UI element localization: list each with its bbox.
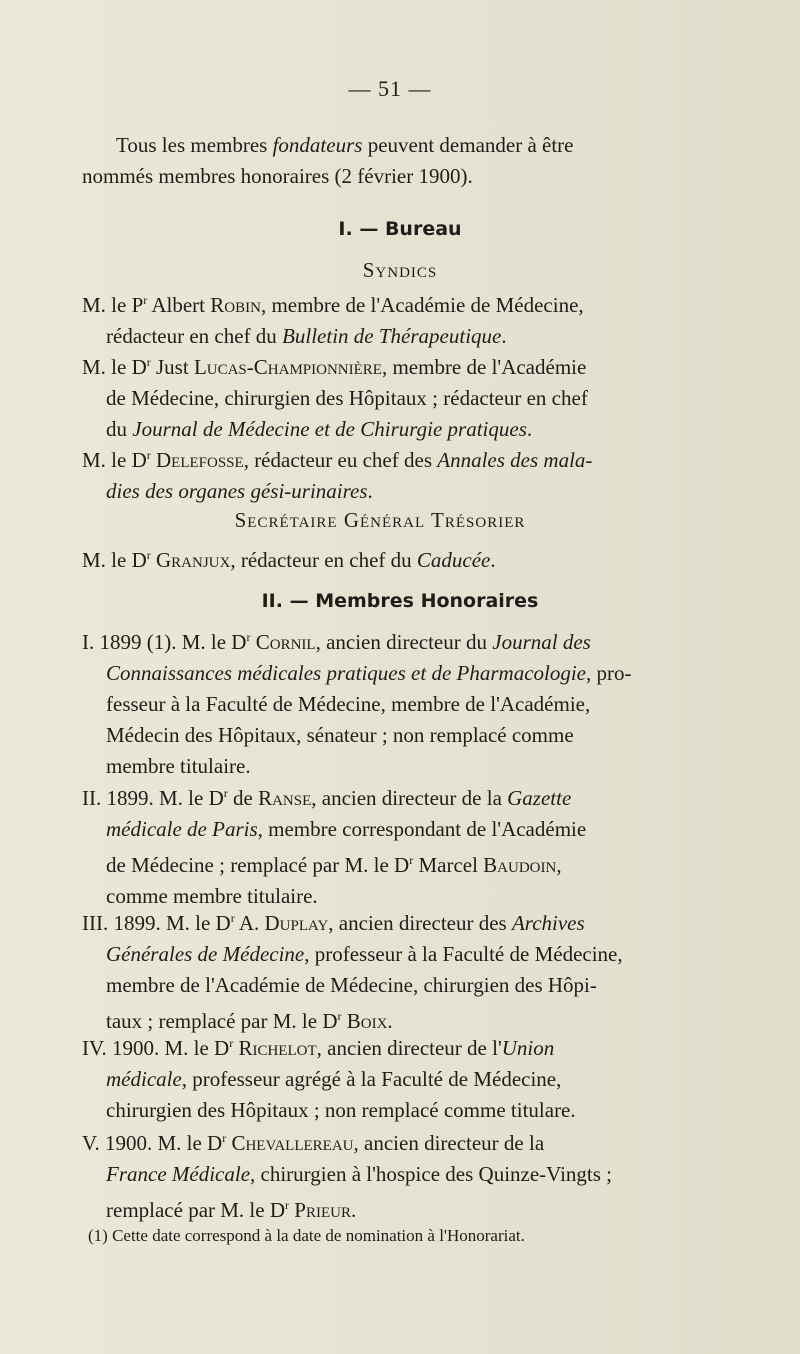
person-name: Ranse [258, 786, 312, 810]
superscript: r [337, 1009, 342, 1023]
entry-text: . [367, 479, 373, 503]
secretary-heading: Secrétaire Général Trésorier [234, 508, 526, 532]
entry-line [82, 347, 702, 383]
entry-text: membre titulaire. [106, 754, 251, 778]
publication-title: Archives [511, 911, 585, 935]
entry-text: III. 1899. M. le D [82, 911, 231, 935]
person-name: Chevallereau [231, 1131, 354, 1155]
intro-line-1 [82, 130, 694, 161]
publication-title: Caducée [416, 548, 491, 572]
publication-title: Journal des [492, 630, 591, 654]
entry-line [82, 778, 702, 814]
entry-text: II. 1899. M. le D [82, 786, 224, 810]
entry-text: , chirurgien à l'hospice des Quinze-Vingts ; [250, 1162, 612, 1186]
superscript: r [285, 1198, 290, 1212]
syndic-entry-2 [82, 347, 702, 445]
entry-text: I. 1899 (1). M. le D [82, 630, 247, 654]
intro-italic: fondateurs [272, 133, 363, 157]
person-name: Baudoin [483, 853, 557, 877]
entry-text: , ancien directeur du [315, 630, 493, 654]
entry-text: , membre correspondant de l'Académie [257, 817, 587, 841]
entry-line [82, 476, 702, 507]
entry-line [82, 845, 702, 881]
section-heading-bureau: I. — Bureau [338, 218, 462, 240]
entry-text: taux ; remplacé par M. le D [106, 1009, 338, 1033]
superscript: r [143, 293, 148, 307]
entry-text: A. [234, 911, 265, 935]
entry-text: M. le P [82, 293, 144, 317]
publication-title: France Médicale [106, 1162, 251, 1186]
superscript: r [146, 448, 151, 462]
entry-text: , rédacteur eu chef des [243, 448, 438, 472]
publication-title: médicale [106, 1067, 182, 1091]
person-name: Duplay [264, 911, 329, 935]
person-name: Richelot [238, 1036, 317, 1060]
page-number: — 51 — [348, 76, 432, 101]
entry-text: , rédacteur en chef du [230, 548, 417, 572]
person-name: Boix [346, 1009, 388, 1033]
entry-text: M. le D [82, 448, 147, 472]
entry-text: du [106, 417, 133, 441]
entry-text: chirurgien des Hôpitaux ; non remplacé comme titulare. [106, 1098, 576, 1122]
secretary-entry [82, 540, 702, 576]
intro-text: Tous les membres [116, 133, 273, 157]
entry-text: , [556, 853, 562, 877]
person-name: Delefosse [156, 448, 244, 472]
entry-line [82, 939, 702, 970]
person-name: Granjux [156, 548, 231, 572]
entry-text: . [387, 1009, 393, 1033]
entry-line [82, 440, 702, 476]
entry-text: , ancien directeur des [328, 911, 512, 935]
entry-line [82, 1064, 702, 1095]
entry-text: . [526, 417, 533, 441]
superscript: r [223, 786, 228, 800]
entry-text: remplacé par M. le D [106, 1198, 286, 1222]
syndics-heading: Syndics [362, 258, 438, 282]
entry-text: de [227, 786, 259, 810]
entry-line [82, 1095, 702, 1126]
person-name: Prieur [294, 1198, 351, 1222]
entry-line [82, 1159, 702, 1190]
entry-text: . [490, 548, 496, 572]
entry-text: de Médecine ; remplacé par M. le D [106, 853, 410, 877]
entry-line [82, 1123, 702, 1159]
entry-text: Albert [147, 293, 211, 317]
entry-line [82, 540, 702, 576]
entry-line [82, 1028, 702, 1064]
entry-line [82, 720, 702, 751]
entry-text: fesseur à la Faculté de Médecine, membre de l'Académie, [106, 692, 591, 716]
entry-text: , professeur agrégé à la Faculté de Médecine, [181, 1067, 562, 1091]
publication-title: dies des organes gési-urinaires [106, 479, 368, 503]
publication-title: Générales de Médecine [106, 942, 305, 966]
footnote: (1) Cette date correspond à la date de nomination à l'Honorariat. [88, 1226, 525, 1245]
entry-line [82, 658, 702, 689]
publication-title: Connaissances médicales pratiques et de Pharmacologie [106, 661, 587, 685]
entry-text: Marcel [413, 853, 484, 877]
superscript: r [146, 548, 151, 562]
publication-title: Annales des mala- [437, 448, 593, 472]
entry-text: , pro- [586, 661, 632, 685]
entry-line [82, 622, 702, 658]
honorary-member-entry [82, 1123, 702, 1226]
entry-text: . [350, 1198, 357, 1222]
person-name: Robin [210, 293, 261, 317]
honorary-member-entry [82, 1028, 702, 1126]
entry-text: , ancien directeur de l' [316, 1036, 502, 1060]
syndic-entry-1 [82, 285, 702, 352]
entry-text: , ancien directeur de la [311, 786, 508, 810]
entry-line [82, 285, 702, 321]
entry-text: Médecin des Hôpitaux, sénateur ; non remplacé comme [106, 723, 574, 747]
superscript: r [409, 853, 414, 867]
entry-text: rédacteur en chef du [106, 324, 283, 348]
entry-text: , membre de l'Académie [381, 355, 587, 379]
entry-line [82, 814, 702, 845]
intro-paragraph [82, 130, 694, 192]
entry-text: membre de l'Académie de Médecine, chirurgien des Hôpi- [106, 973, 597, 997]
entry-text: V. 1900. M. le D [82, 1131, 223, 1155]
entry-text: , membre de l'Académie de Médecine, [260, 293, 584, 317]
entry-line [82, 970, 702, 1001]
person-name: Lucas-Championnière [193, 355, 382, 379]
syndic-entry-3 [82, 440, 702, 507]
honorary-member-entry [82, 778, 702, 912]
publication-title: Bulletin de Thérapeutique [282, 324, 502, 348]
superscript: r [229, 1036, 234, 1050]
superscript: r [222, 1131, 227, 1145]
superscript: r [246, 630, 251, 644]
intro-text: peuvent demander à être [362, 133, 574, 157]
person-name: Cornil [255, 630, 316, 654]
entry-text: M. le D [82, 548, 147, 572]
publication-title: Gazette [507, 786, 572, 810]
entry-line [82, 903, 702, 939]
entry-text: Just [150, 355, 194, 379]
entry-text: M. le D [82, 355, 147, 379]
honorary-member-entry [82, 622, 702, 782]
entry-text: . [501, 324, 507, 348]
publication-title: médicale de Paris [106, 817, 258, 841]
superscript: r [230, 911, 235, 925]
entry-text: , professeur à la Faculté de Médecine, [304, 942, 623, 966]
publication-title: Union [501, 1036, 555, 1060]
superscript: r [146, 355, 151, 369]
entry-line [82, 689, 702, 720]
entry-text: , ancien directeur de la [353, 1131, 545, 1155]
intro-line-2: nommés membres honoraires (2 février 1900). [82, 164, 473, 188]
section-heading-honoraires: II. — Membres Honoraires [261, 590, 539, 612]
entry-line: de Médecine, chirurgien des Hôpitaux ; rédacteur en chef [106, 386, 588, 410]
entry-text: comme membre titulaire. [106, 884, 318, 908]
honorary-member-entry [82, 903, 702, 1037]
publication-title: Journal de Médecine et de Chirurgie pratiques [132, 417, 527, 441]
entry-line [82, 1190, 702, 1226]
entry-text: IV. 1900. M. le D [82, 1036, 230, 1060]
